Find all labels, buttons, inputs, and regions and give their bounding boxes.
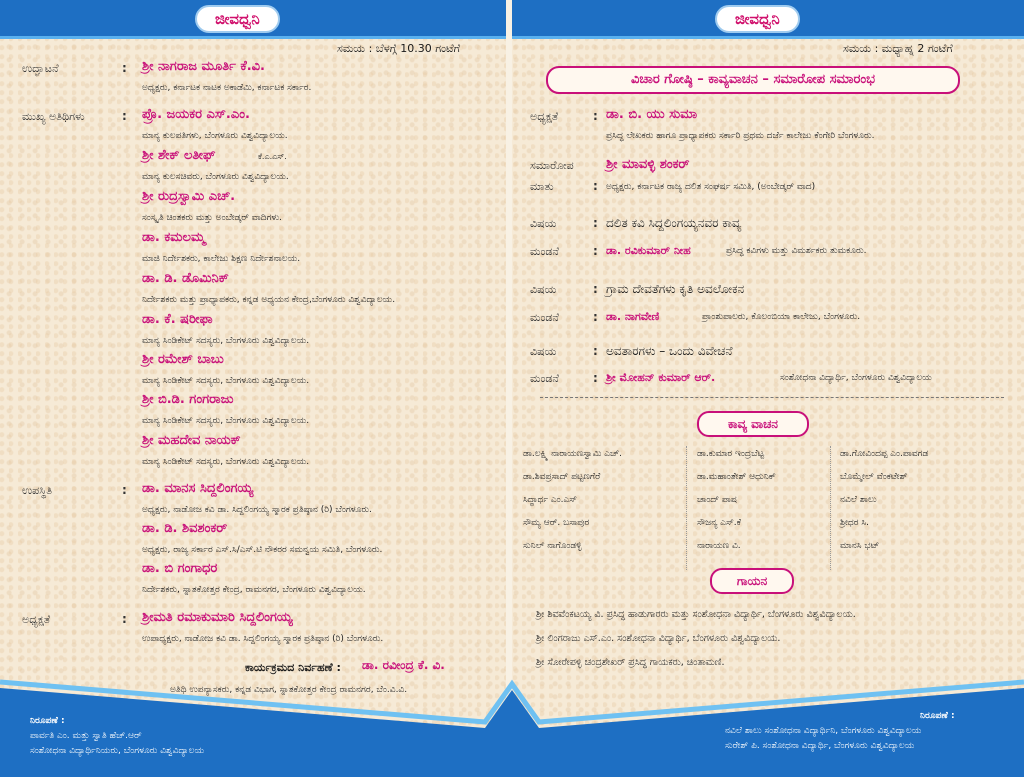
talk-subject: ಅವತಾರಗಳು – ಒಂದು ವಿವೇಚನೆ bbox=[606, 344, 733, 358]
colon: : bbox=[593, 310, 598, 324]
presidency-desc: ಪ್ರಸಿದ್ಧ ಲೇಖಕರು ಹಾಗೂ ಪ್ರಾಧ್ಯಾಪಕರು ಸರ್ಕಾರಿ ಪ್ರಥಮ ದರ್ಜೆ ಕಾಲೇಜು ಕೆಂಗೇರಿ ಬೆಂಗಳೂರು. bbox=[606, 131, 875, 141]
poet: ಸಿದ್ಧಾರ್ಥ ಎಂ.ಎಸ್ bbox=[523, 495, 577, 505]
column-divider bbox=[830, 446, 831, 570]
poet: ಡಾ.ಕುಮಾರ ಇಂದ್ರಬೆಟ್ಟ bbox=[697, 449, 765, 459]
poet: ಚಾಂದ್ ಪಾಷ bbox=[697, 495, 737, 505]
poetry-heading: ಕಾವ್ಯ ವಾಚನ bbox=[697, 411, 809, 437]
poet: ಸೌಮ್ಯ ಆರ್. ಬಸಾಪುರ bbox=[523, 518, 590, 528]
colon: : bbox=[122, 612, 127, 626]
singer: ಶ್ರೀ ಸೋರೇಪಳ್ಳಿ ಚಂದ್ರಶೇಖರ್ ಪ್ರಸಿದ್ಧ ಗಾಯಕರು, ಚಿಂತಾಮಣಿ. bbox=[536, 657, 725, 668]
person-desc: ಮಾನ್ಯ ಸಿಂಡಿಕೇಟ್ ಸದಸ್ಯರು, ಬೆಂಗಳೂರು ವಿಶ್ವವಿದ್ಯಾಲಯ. bbox=[142, 376, 310, 386]
poet: ಶ್ರೀಧರ ಸಿ. bbox=[840, 518, 869, 528]
person-desc: ಮಾಜಿ ನಿರ್ದೇಶಕರು, ಕಾಲೇಜು ಶಿಕ್ಷಣ ನಿರ್ದೇಶನಾಲಯ. bbox=[142, 254, 301, 264]
person-name: ಪ್ರೊ. ಜಯಕರ ಎಸ್.ಎಂ. bbox=[142, 107, 250, 122]
colon: : bbox=[122, 109, 127, 123]
session-banner: ವಿಚಾರ ಗೋಷ್ಠಿ – ಕಾವ್ಯವಾಚನ – ಸಮಾರೋಪ ಸಮಾರಂಭ bbox=[546, 66, 960, 94]
label-presence: ಉಪಸ್ಥಿತಿ bbox=[22, 484, 53, 497]
label-presidency: ಅಧ್ಯಕ್ಷತೆ bbox=[22, 613, 51, 626]
person-name: ಶ್ರೀ ಶೇಕ್ ಲತೀಫ್ bbox=[142, 148, 216, 163]
colon: : bbox=[593, 109, 598, 123]
label-inauguration: ಉದ್ಘಾಟನೆ bbox=[22, 62, 59, 75]
person-name: ಶ್ರೀ ರಮೇಶ್ ಬಾಬು bbox=[142, 352, 224, 367]
label-presenter: ಮಂಡನೆ bbox=[530, 311, 559, 324]
person-desc: ಅಧ್ಯಕ್ಷರು, ರಾಜ್ಯ ಸರ್ಕಾರ ಎಸ್.ಸಿ/ಎಸ್.ಟಿ ನೌಕರರ ಸಮನ್ವಯ ಸಮಿತಿ, ಬೆಂಗಳೂರು. bbox=[142, 545, 383, 555]
valedictory-name: ಶ್ರೀ ಮಾವಳ್ಳಿ ಶಂಕರ್ bbox=[606, 157, 690, 172]
presenter-desc: ಸಂಶೋಧನಾ ವಿದ್ಯಾರ್ಥಿ, ಬೆಂಗಳೂರು ವಿಶ್ವವಿದ್ಯಾಲಯ bbox=[780, 373, 932, 383]
person-name: ಡಾ. ಕೆ. ಷರೀಫಾ bbox=[142, 312, 213, 327]
presenter-name: ಡಾ. ನಾಗವೇಣಿ bbox=[606, 310, 660, 323]
person-name: ಶ್ರೀ ಮಹದೇವ ನಾಯಕ್ bbox=[142, 433, 241, 448]
person-desc: ಮಾನ್ಯ ಕುಲಸಚಿವರು, ಬೆಂಗಳೂರು ವಿಶ್ವವಿದ್ಯಾಲಯ. bbox=[142, 172, 289, 182]
right-footer-title: ನಿರೂಪಣೆ : bbox=[920, 711, 955, 721]
label-presenter: ಮಂಡನೆ bbox=[530, 245, 559, 258]
left-time: ಸಮಯ : ಬೆಳಗ್ಗೆ 10.30 ಗಂಟೆಗೆ bbox=[337, 42, 461, 55]
host-name: ಡಾ. ರವೀಂದ್ರ ಕೆ. ವಿ. bbox=[362, 658, 445, 672]
host-desc: ಅತಿಥಿ ಉಪನ್ಯಾಸಕರು, ಕನ್ನಡ ವಿಭಾಗ, ಸ್ನಾತಕೋತ್ತರ ಕೇಂದ್ರ ರಾಮನಗರ, ಬೆಂ.ವಿ.ವಿ. bbox=[170, 685, 408, 695]
colon: : bbox=[593, 244, 598, 258]
presidency-name: ಡಾ. ಬಿ. ಯು ಸುಮಾ bbox=[606, 107, 698, 122]
colon: : bbox=[122, 61, 127, 75]
page-spine bbox=[506, 0, 512, 777]
right-page-title: ಜೀವಧ್ವನಿ bbox=[715, 5, 800, 33]
label-subject: ವಿಷಯ bbox=[530, 345, 557, 358]
person-desc: ಮಾನ್ಯ ಸಿಂಡಿಕೇಟ್ ಸದಸ್ಯರು, ಬೆಂಗಳೂರು ವಿಶ್ವವಿದ್ಯಾಲಯ. bbox=[142, 457, 310, 467]
label-chief-guests: ಮುಖ್ಯ ಅತಿಥಿಗಳು bbox=[22, 110, 85, 123]
person-desc: ಮಾನ್ಯ ಕುಲಪತಿಗಳು, ಬೆಂಗಳೂರು ವಿಶ್ವವಿದ್ಯಾಲಯ. bbox=[142, 131, 288, 141]
person-name: ಡಾ. ಮಾನಸ ಸಿದ್ದಲಿಂಗಯ್ಯ bbox=[142, 481, 254, 496]
person-name: ಶ್ರೀ ನಾಗರಾಜ ಮೂರ್ತಿ ಕೆ.ವಿ. bbox=[142, 59, 265, 74]
presenter-desc: ಪ್ರಾಂಶುಪಾಲರು, ಕೊಲಂಬಿಯಾ ಕಾಲೇಜು, ಬೆಂಗಳೂರು. bbox=[702, 312, 861, 322]
poet: ಡಾ.ಗೋವಿಂದಪ್ಪ ಎಂ.ಪಾವಗಡ bbox=[840, 449, 929, 459]
poet: ನವಿಲೆ ಶಾಲು bbox=[840, 495, 877, 505]
label-speech: ಮಾತು bbox=[530, 180, 554, 193]
poet: ಸುನಿಲ್ ನಾಗೊಂಡಳ್ಳಿ bbox=[523, 541, 582, 551]
column-divider bbox=[686, 446, 687, 570]
person-name: ಡಾ. ಡಿ. ಶಿವಶಂಕರ್ bbox=[142, 521, 228, 536]
person-desc: ಮಾನ್ಯ ಸಿಂಡಿಕೇಟ್ ಸದಸ್ಯರು, ಬೆಂಗಳೂರು ವಿಶ್ವವಿದ್ಯಾಲಯ. bbox=[142, 336, 310, 346]
singing-heading: ಗಾಯನ bbox=[710, 568, 794, 594]
right-footer-line2: ಸುರೇಶ್ ಪಿ. ಸಂಶೋಧನಾ ವಿದ್ಯಾರ್ಥಿ, ಬೆಂಗಳೂರು ವಿಶ್ವವಿದ್ಯಾಲಯ bbox=[725, 741, 915, 751]
singer: ಶ್ರೀ ಶಿವವೆಂಕಟಯ್ಯ ವಿ. ಪ್ರಸಿದ್ಧ ಹಾಡುಗಾರರು ಮತ್ತು ಸಂಶೋಧನಾ ವಿದ್ಯಾರ್ಥಿ, ಬೆಂಗಳೂರು ವಿಶ್ವವಿದ್ಯಾಲಯ. bbox=[536, 609, 856, 620]
poet: ಡಾ.ಶಿವಪ್ರಸಾದ್ ಪಟ್ಟಣಗೆರೆ bbox=[523, 472, 601, 482]
left-footer-title: ನಿರೂಪಣೆ : bbox=[30, 716, 65, 726]
person-name: ಶ್ರೀ ಬಿ.ಡಿ. ಗಂಗರಾಜು bbox=[142, 392, 234, 407]
person-name: ಶ್ರೀಮತಿ ರಮಾಕುಮಾರಿ ಸಿದ್ದಲಿಂಗಯ್ಯ bbox=[142, 610, 293, 625]
singer: ಶ್ರೀ ಲಿಂಗರಾಜು ಎಸ್.ಎಂ. ಸಂಶೋಧನಾ ವಿದ್ಯಾರ್ಥಿ, ಬೆಂಗಳೂರು ವಿಶ್ವವಿದ್ಯಾಲಯ. bbox=[536, 633, 781, 644]
right-footer-line1: ನವಿಲೆ ಶಾಲು ಸಂಶೋಧನಾ ವಿದ್ಯಾರ್ಥಿನಿ, ಬೆಂಗಳೂರು ವಿಶ್ವವಿದ್ಯಾಲಯ bbox=[725, 726, 922, 736]
person-name: ಡಾ. ಕಮಲಮ್ಮ bbox=[142, 230, 206, 245]
left-footer-line2: ಸಂಶೋಧನಾ ವಿದ್ಯಾರ್ಥಿನಿಯರು, ಬೆಂಗಳೂರು ವಿಶ್ವವಿದ್ಯಾಲಯ bbox=[30, 746, 205, 756]
colon: : bbox=[593, 371, 598, 385]
colon: : bbox=[593, 344, 598, 358]
left-footer-line1: ಪಾರ್ವತಿ ಎಂ. ಮತ್ತು ಸ್ವಾತಿ ಹೆಚ್.ಆರ್ bbox=[30, 731, 142, 741]
talk-subject: ದಲಿತ ಕವಿ ಸಿದ್ದಲಿಂಗಯ್ಯನವರ ಕಾವ್ಯ bbox=[606, 216, 742, 230]
person-desc: ನಿರ್ದೇಶಕರು, ಸ್ನಾತಕೋತ್ತರ ಕೇಂದ್ರ, ರಾಮನಗರ, ಬೆಂಗಳೂರು ವಿಶ್ವವಿದ್ಯಾಲಯ. bbox=[142, 585, 366, 595]
poet: ಬೊಮ್ಮೇಲ್ ವೆಂಕಟೇಶ್ bbox=[840, 472, 908, 482]
person-suffix: ಕೆ.ಎ.ಎಸ್. bbox=[258, 152, 287, 161]
presenter-desc: ಪ್ರಸಿದ್ಧ ಕವಿಗಳು ಮತ್ತು ವಿಮರ್ಶಕರು ತುಮಕೂರು. bbox=[726, 246, 867, 256]
colon: : bbox=[593, 216, 598, 230]
talk-subject: ಗ್ರಾಮ ದೇವತೆಗಳು ಕೃತಿ ಅವಲೋಕನ bbox=[606, 282, 745, 296]
poet: ನಾರಾಯಣ ವಿ. bbox=[697, 541, 741, 551]
presenter-name: ಶ್ರೀ ಮೋಹನ್ ಕುಮಾರ್ ಆರ್. bbox=[606, 371, 716, 384]
person-desc: ಮಾನ್ಯ ಸಿಂಡಿಕೇಟ್ ಸದಸ್ಯರು, ಬೆಂಗಳೂರು ವಿಶ್ವವಿದ್ಯಾಲಯ. bbox=[142, 416, 310, 426]
colon: : bbox=[122, 483, 127, 497]
person-desc: ಅಧ್ಯಕ್ಷರು, ಕರ್ನಾಟಕ ನಾಟಕ ಅಕಾಡೆಮಿ, ಕರ್ನಾಟಕ ಸರ್ಕಾರ. bbox=[142, 83, 312, 93]
poet: ಡಾ.ಮಹಾಂತೇಶ್ ಆಧುನಿಕ್ bbox=[697, 472, 776, 482]
poet: ಮಾನಸಿ ಭಟ್ bbox=[840, 541, 880, 551]
host-label: ಕಾರ್ಯಕ್ರಮದ ನಿರ್ವಹಣೆ : bbox=[245, 661, 341, 674]
label-presenter: ಮಂಡನೆ bbox=[530, 372, 559, 385]
poet: ಡಾ.ಲಕ್ಷ್ಮಿ ನಾರಾಯಣಸ್ವಾಮಿ ಎಚ್. bbox=[523, 449, 622, 459]
label-subject: ವಿಷಯ bbox=[530, 217, 557, 230]
presenter-name: ಡಾ. ರವಿಕುಮಾರ್ ನೀಹ bbox=[606, 244, 691, 257]
left-page-title: ಜೀವಧ್ವನಿ bbox=[195, 5, 280, 33]
label-presidency: ಅಧ್ಯಕ್ಷತೆ bbox=[530, 110, 559, 123]
poet: ಸೌಜನ್ಯ ಎಸ್.ಕೆ bbox=[697, 518, 742, 528]
person-name: ಡಾ. ಡಿ. ಡೊಮಿನಿಕ್ bbox=[142, 271, 229, 286]
person-desc: ನಿರ್ದೇಶಕರು ಮತ್ತು ಪ್ರಾಧ್ಯಾಪಕರು, ಕನ್ನಡ ಅಧ್ಯಯನ ಕೇಂದ್ರ,ಬೆಂಗಳೂರು ವಿಶ್ವವಿದ್ಯಾಲಯ. bbox=[142, 295, 396, 305]
label-subject: ವಿಷಯ bbox=[530, 283, 557, 296]
person-desc: ಅಧ್ಯಕ್ಷರು, ನಾಡೋಜ ಕವಿ ಡಾ. ಸಿದ್ದಲಿಂಗಯ್ಯ ಸ್ಮಾರಕ ಪ್ರತಿಷ್ಠಾನ (ರಿ) ಬೆಂಗಳೂರು. bbox=[142, 505, 372, 515]
label-valedictory: ಸಮಾರೋಪ bbox=[530, 159, 574, 172]
person-desc: ಉಪಾಧ್ಯಕ್ಷರು, ನಾಡೋಜ ಕವಿ ಡಾ. ಸಿದ್ದಲಿಂಗಯ್ಯ ಸ್ಮಾರಕ ಪ್ರತಿಷ್ಠಾನ (ರಿ) ಬೆಂಗಳೂರು. bbox=[142, 634, 384, 644]
colon: : bbox=[593, 282, 598, 296]
colon: : bbox=[593, 179, 598, 193]
person-desc: ಸಂಸ್ಕೃತಿ ಚಿಂತಕರು ಮತ್ತು ಅಂಬೇಡ್ಕರ್ ವಾದಿಗಳು. bbox=[142, 213, 283, 223]
person-name: ಡಾ. ಬಿ ಗಂಗಾಧರ bbox=[142, 561, 218, 576]
valedictory-desc: ಅಧ್ಯಕ್ಷರು, ಕರ್ನಾಟಕ ರಾಜ್ಯ ದಲಿತ ಸಂಘರ್ಷ ಸಮಿತಿ, (ಅಂಬೇಡ್ಕರ್ ವಾದ) bbox=[606, 182, 816, 192]
divider bbox=[540, 397, 1004, 398]
right-time: ಸಮಯ : ಮಧ್ಯಾಹ್ನ 2 ಗಂಟೆಗೆ bbox=[843, 42, 953, 55]
person-name: ಶ್ರೀ ರುದ್ರಸ್ವಾಮಿ ಎಚ್. bbox=[142, 189, 236, 204]
